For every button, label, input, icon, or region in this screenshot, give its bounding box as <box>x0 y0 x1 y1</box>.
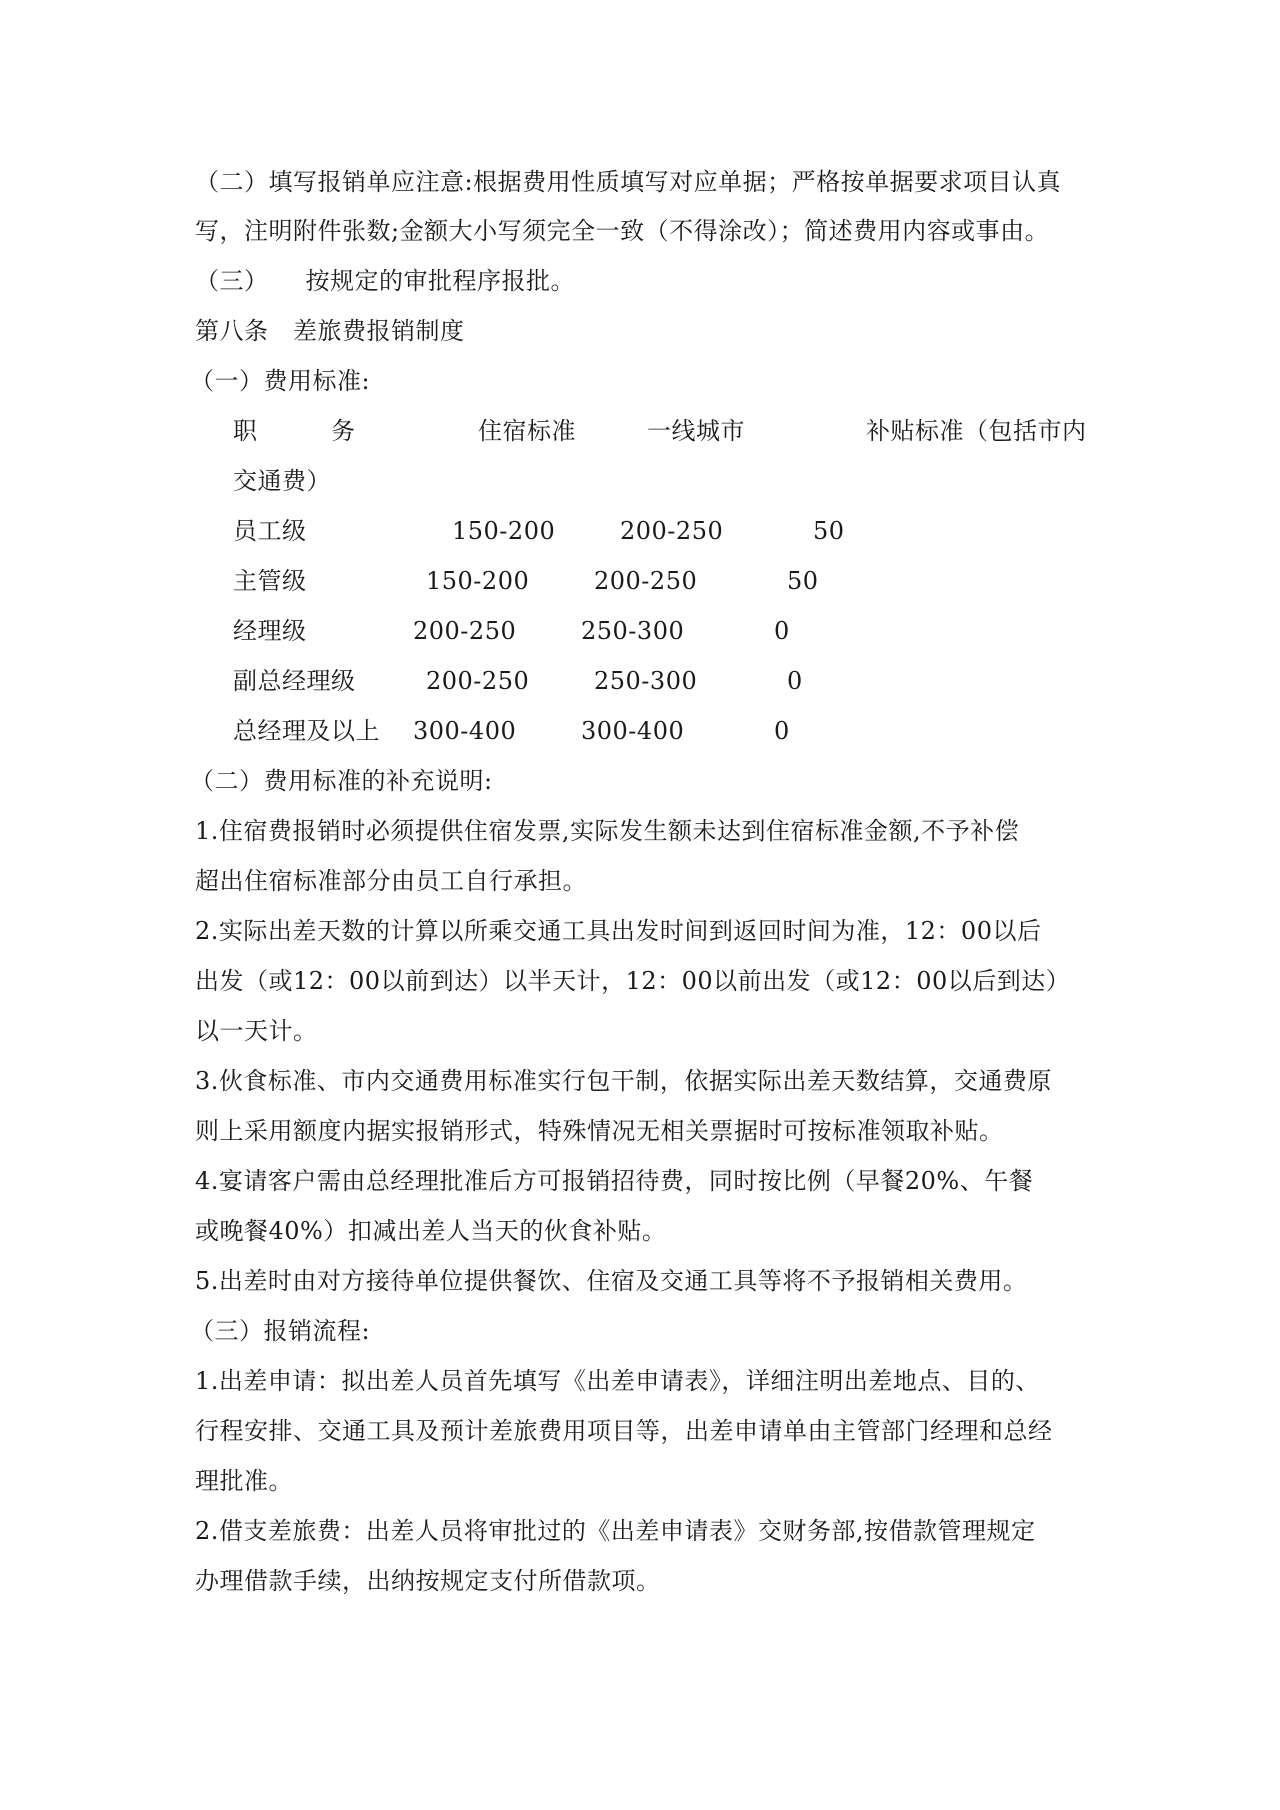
table-row-tier1: 300-400 <box>581 717 685 745</box>
paragraph-approval-procedure: （三） 按规定的审批程序报批。 <box>195 267 575 295</box>
paragraph-process-1: 1.出差申请：拟出差人员首先填写《出差申请表》，详细注明出差地点、目的、 <box>195 1367 1040 1395</box>
table-row-level: 员工级 <box>233 517 307 545</box>
paragraph-item-1-cont: 超出住宿标准部分由员工自行承担。 <box>195 867 587 895</box>
article-heading: 第八条 差旅费报销制度 <box>195 317 465 345</box>
table-header-subsidy: 补贴标准（包括市内 <box>866 417 1087 445</box>
table-row-tier1: 200-250 <box>620 517 724 545</box>
paragraph-item-3-cont: 则上采用额度内据实报销形式，特殊情况无相关票据时可按标准领取补贴。 <box>195 1117 1004 1145</box>
table-row-tier1: 250-300 <box>581 617 685 645</box>
paragraph-fill-form-notes: （二）填写报销单应注意:根据费用性质填写对应单据；严格按单据要求项目认真 <box>195 168 1062 196</box>
paragraph-item-2: 2.实际出差天数的计算以所乘交通工具出发时间到返回时间为准，12：00以后 <box>195 917 1042 945</box>
table-row-lodging: 200-250 <box>426 667 530 695</box>
table-row-lodging: 300-400 <box>413 717 517 745</box>
table-header-subsidy-cont: 交通费） <box>233 467 331 495</box>
table-row-subsidy: 0 <box>774 617 790 645</box>
paragraph-item-4: 4.宴请客户需由总经理批准后方可报销招待费，同时按比例（早餐20%、午餐 <box>195 1167 1034 1195</box>
paragraph-process-2-cont: 办理借款手续，出纳按规定支付所借款项。 <box>195 1567 661 1595</box>
paragraph-item-2-end: 以一天计。 <box>195 1017 318 1045</box>
paragraph-item-5: 5.出差时由对方接待单位提供餐饮、住宿及交通工具等将不予报销相关费用。 <box>195 1267 1028 1295</box>
table-row-tier1: 200-250 <box>594 567 698 595</box>
table-row-tier1: 250-300 <box>594 667 698 695</box>
paragraph-item-1: 1.住宿费报销时必须提供住宿发票,实际发生额未达到住宿标准金额,不予补偿 <box>195 817 1020 845</box>
table-row-subsidy: 50 <box>787 567 819 595</box>
table-row-subsidy: 0 <box>774 717 790 745</box>
section-heading-cost-standard: （一）费用标准: <box>190 367 371 395</box>
table-row-subsidy: 50 <box>813 517 845 545</box>
table-header-tier1-city: 一线城市 <box>647 417 745 445</box>
paragraph-item-4-cont: 或晚餐40%）扣减出差人当天的伙食补贴。 <box>195 1217 667 1245</box>
table-row-level: 总经理及以上 <box>233 717 380 745</box>
table-row-level: 副总经理级 <box>233 667 356 695</box>
paragraph-process-2: 2.借支差旅费：出差人员将审批过的《出差申请表》交财务部,按借款管理规定 <box>195 1517 1036 1545</box>
table-row-level: 经理级 <box>233 617 307 645</box>
paragraph-item-2-cont: 出发（或12：00以前到达）以半天计，12：00以前出发（或12：00以后到达） <box>195 967 1071 995</box>
table-row-lodging: 200-250 <box>413 617 517 645</box>
table-header-position: 职 务 <box>233 417 356 445</box>
paragraph-process-1-cont: 行程安排、交通工具及预计差旅费用项目等，出差申请单由主管部门经理和总经 <box>195 1417 1053 1445</box>
table-header-lodging: 住宿标准 <box>478 417 576 445</box>
paragraph-item-3: 3.伙食标准、市内交通费用标准实行包干制，依据实际出差天数结算，交通费原 <box>195 1067 1052 1095</box>
paragraph-process-1-end: 理批准。 <box>195 1467 293 1495</box>
table-row-lodging: 150-200 <box>426 567 530 595</box>
table-row-level: 主管级 <box>233 567 307 595</box>
section-heading-supplement: （二）费用标准的补充说明: <box>190 767 493 795</box>
paragraph-fill-form-notes-cont: 写，注明附件张数;金额大小写须完全一致（不得涂改）；简述费用内容或事由。 <box>195 217 1050 245</box>
table-row-subsidy: 0 <box>787 667 803 695</box>
section-heading-process: （三）报销流程: <box>190 1317 371 1345</box>
table-row-lodging: 150-200 <box>452 517 556 545</box>
